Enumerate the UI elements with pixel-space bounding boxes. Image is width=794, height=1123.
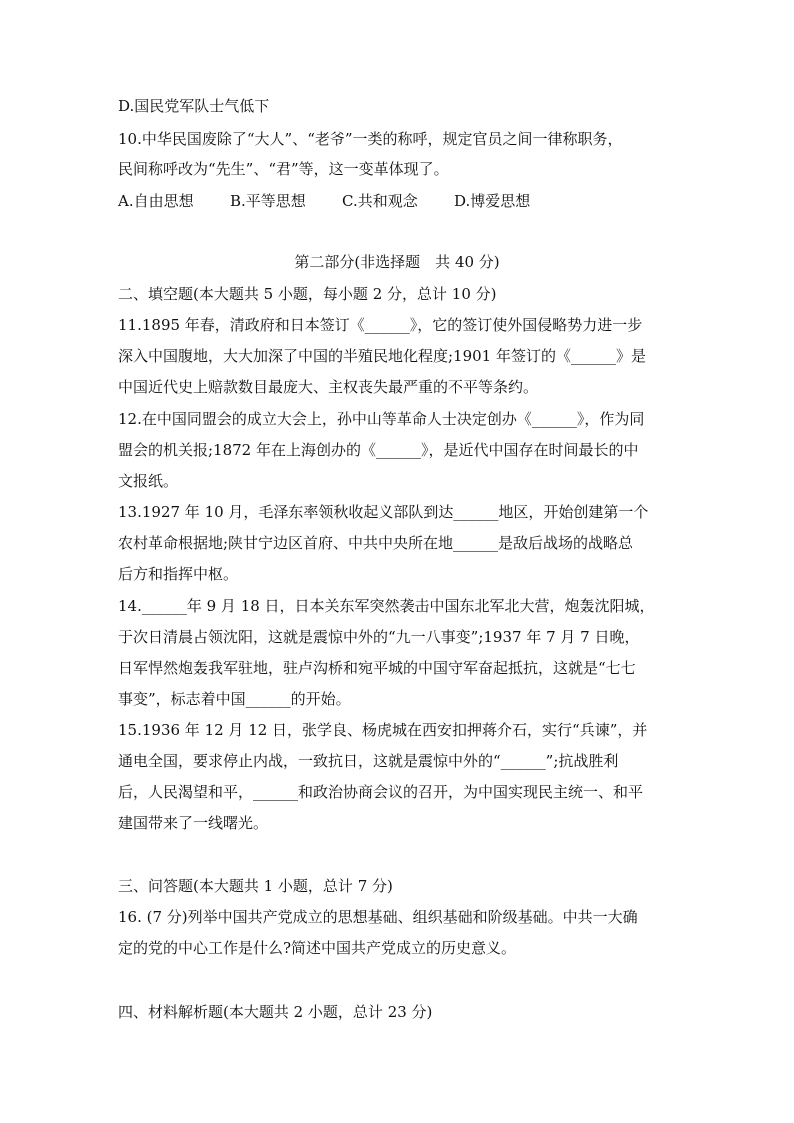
q10-line-2: 民间称呼改为“先生”、“君”等，这一变革体现了。: [118, 160, 449, 178]
q16-line-1: 16. (7 分)列举中国共产党成立的思想基础、组织基础和阶级基础。中共一大确: [118, 908, 638, 926]
q14-line-4: 事变”，标志着中国______的开始。: [118, 690, 351, 708]
section-material-title: 四、材料解析题(本大题共 2 小题，总计 23 分): [118, 1003, 433, 1021]
q14-line-1: 14.______年 9 月 18 日，日本关东军突然袭击中国东北军北大营，炮轰沈阳城，: [118, 597, 655, 615]
q14-line-3: 日军悍然炮轰我军驻地，驻卢沟桥和宛平城的中国守军奋起抵抗，这就是“七七: [118, 659, 636, 677]
q9-option-d: D.国民党军队士气低下: [118, 97, 270, 115]
q10-option-b: B.平等思想: [230, 192, 306, 210]
q11-line-1: 11.1895 年春，清政府和日本签订《______》，它的签订使外国侵略势力进一步: [118, 316, 643, 334]
section-fill-title: 二、填空题(本大题共 5 小题，每小题 2 分，总计 10 分): [118, 285, 497, 303]
q14-line-2: 于次日清晨占领沈阳，这就是震惊中外的“九一八事变”;1937 年 7 月 7 日晚，: [118, 628, 640, 646]
section-qa-title: 三、问答题(本大题共 1 小题，总计 7 分): [118, 877, 393, 895]
q13-line-1: 13.1927 年 10 月，毛泽东率领秋收起义部队到达______地区，开始创建第一个: [118, 503, 649, 521]
q13-line-3: 后方和指挥中枢。: [118, 565, 239, 583]
q13-line-2: 农村革命根据地;陕甘宁边区首府、中共中央所在地______是敌后战场的战略总: [118, 534, 634, 552]
q16-line-2: 定的党的中心工作是什么?简述中国共产党成立的历史意义。: [118, 939, 517, 957]
q10-options: [118, 191, 678, 211]
q15-line-4: 建国带来了一线曙光。: [118, 814, 269, 832]
q10-option-a: A.自由思想: [118, 192, 194, 210]
q12-line-2: 盟会的机关报;1872 年在上海创办的《______》，是近代中国存在时间最长的中: [118, 441, 639, 459]
q10-option-d: D.博爱思想: [454, 192, 531, 210]
q11-line-3: 中国近代史上赔款数目最庞大、主权丧失最严重的不平等条约。: [118, 378, 539, 396]
q10-line-1: 10.中华民国废除了“大人”、“老爷”一类的称呼，规定官员之间一律称职务，: [118, 130, 623, 148]
q15-line-3: 后，人民渴望和平，______和政治协商会议的召开，为中国实现民主统一、和平: [118, 783, 644, 801]
q10-option-c: C.共和观念: [342, 192, 418, 210]
q12-line-1: 12.在中国同盟会的成立大会上，孙中山等革命人士决定创办《______》，作为同: [118, 410, 645, 428]
q12-line-3: 文报纸。: [118, 472, 179, 490]
q11-line-2: 深入中国腹地，大大加深了中国的半殖民地化程度;1901 年签订的《______》是: [118, 347, 646, 365]
part2-title: 第二部分(非选择题 共 40 分): [294, 253, 500, 271]
q15-line-1: 15.1936 年 12 月 12 日，张学良、杨虎城在西安扣押蒋介石，实行“兵谏”，并: [118, 721, 648, 739]
q15-line-2: 通电全国，要求停止内战，一致抗日，这就是震惊中外的“______”;抗战胜利: [118, 752, 619, 770]
